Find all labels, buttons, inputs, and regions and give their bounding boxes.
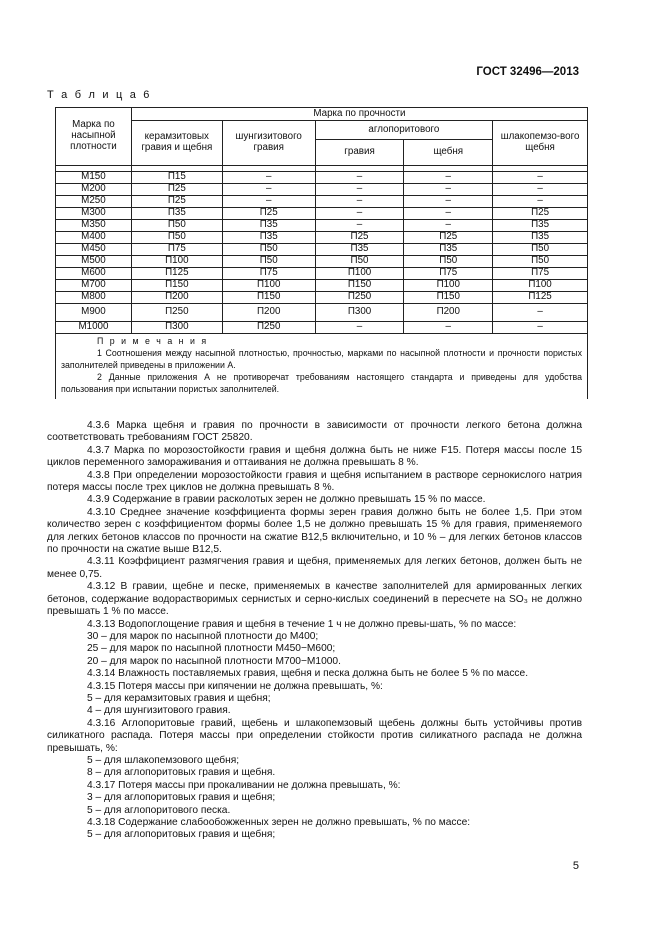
strength-grade-cell: П35 — [222, 232, 315, 244]
paragraph: 4.3.9 Содержание в гравии расколотых зерен не должно превышать 15 % по массе. — [87, 494, 486, 506]
strength-grade-cell: П35 — [315, 244, 404, 256]
strength-grade-cell: П200 — [404, 304, 493, 322]
strength-grade-cell: П150 — [315, 280, 404, 292]
strength-grade-cell: – — [315, 322, 404, 334]
strength-grade-cell: П15 — [131, 172, 222, 184]
paragraph: 4.3.18 Содержание слабообожженных зерен не должно превышать, % по массе: — [87, 817, 471, 828]
density-grade-cell: М800 — [56, 292, 132, 304]
table-caption: Т а б л и ц а 6 — [47, 89, 152, 101]
strength-grade-cell: П25 — [222, 208, 315, 220]
header-density: Марка по насыпной плотности — [56, 108, 132, 166]
document-header: ГОСТ 32496—2013 — [476, 66, 579, 78]
strength-grade-cell: – — [493, 172, 588, 184]
strength-grade-cell: П150 — [222, 292, 315, 304]
table-row — [56, 280, 588, 292]
paragraph: 4.3.11 Коэффициент размягчения гравия и щебня, применяемых для легких бетонов, должен быть не менее 0,75. — [47, 556, 582, 580]
note-item: 2 Данные приложения А не противоречат требованиям настоящего стандарта и приведены для удобства пользования при испытании пористых заполнителей. — [61, 371, 582, 394]
strength-grade-cell: – — [222, 184, 315, 196]
paragraph: 4.3.12 В гравии, щебне и песке, применяемых в качестве заполнителей для армированных легких бетонов, содержание водорастворимых сернистых и серно-кислых соединений в пересчете на SO₃ не должно превышать 1 % по массе. — [47, 581, 582, 618]
paragraph: 4.3.16 Аглопоритовые гравий, щебень и шлакопемзовый щебень должны быть устойчивы против силикатного распада. Потеря массы при определении стойкости против силикатного распада не должна превышать, %: — [47, 717, 582, 754]
density-grade-cell: М400 — [56, 232, 132, 244]
table-row — [56, 292, 588, 304]
paragraph: 8 – для аглопоритовых гравия и щебня. — [87, 767, 276, 779]
strength-grade-cell: П35 — [493, 220, 588, 232]
notes-title: П р и м е ч а н и я — [97, 336, 209, 346]
table-row — [56, 304, 588, 322]
strength-grade-cell: П25 — [131, 184, 222, 196]
strength-grade-cell: П35 — [493, 232, 588, 244]
strength-grade-cell: – — [404, 184, 493, 196]
table-row — [56, 184, 588, 196]
strength-grade-cell: П200 — [222, 304, 315, 322]
strength-grade-cell: П75 — [493, 268, 588, 280]
density-grade-cell: М250 — [56, 196, 132, 208]
strength-grade-cell: П100 — [131, 256, 222, 268]
density-grade-cell: М200 — [56, 184, 132, 196]
paragraph: 30 – для марок по насыпной плотности до М400; — [87, 630, 319, 642]
strength-grade-cell: П50 — [222, 256, 315, 268]
header-keramzit: керамзитовых гравия и щебня — [131, 121, 222, 166]
strength-grade-cell: – — [315, 220, 404, 232]
strength-grade-cell: П250 — [222, 322, 315, 334]
strength-grade-cell: П25 — [493, 208, 588, 220]
paragraph: 4.3.17 Потеря массы при прокаливании не должна превышать, %: — [87, 779, 401, 791]
table-row — [56, 322, 588, 334]
strength-grade-cell: П25 — [131, 196, 222, 208]
strength-grade-cell: – — [493, 322, 588, 334]
strength-grade-cell: П50 — [493, 256, 588, 268]
density-grade-cell: М500 — [56, 256, 132, 268]
header-strength: Марка по прочности — [131, 108, 587, 121]
strength-grade-cell: – — [315, 208, 404, 220]
strength-grade-cell: П25 — [404, 232, 493, 244]
strength-grade-cell: – — [493, 184, 588, 196]
strength-grade-cell: П100 — [315, 268, 404, 280]
strength-grade-cell: – — [404, 208, 493, 220]
strength-grade-cell: – — [404, 322, 493, 334]
strength-grade-cell: П100 — [493, 280, 588, 292]
strength-grade-cell: П200 — [131, 292, 222, 304]
strength-grade-cell: П150 — [404, 292, 493, 304]
strength-grade-cell: – — [315, 172, 404, 184]
header-shungizit: шунгизитового гравия — [222, 121, 315, 166]
paragraph: 4.3.6 Марка щебня и гравия по прочности в зависимости от прочности легкого бетона должна соответствовать требованиям ГОСТ 25820. — [47, 420, 582, 444]
strength-grade-cell: П50 — [222, 244, 315, 256]
strength-grade-cell: П125 — [493, 292, 588, 304]
strength-grade-cell: – — [222, 172, 315, 184]
header-shlak: шлакопемзо-вого щебня — [493, 121, 588, 166]
strength-grade-cell: П100 — [404, 280, 493, 292]
strength-grade-cell: – — [315, 184, 404, 196]
strength-grade-cell: П300 — [131, 322, 222, 334]
strength-grade-cell: П35 — [131, 208, 222, 220]
paragraph: 5 – для аглопоритового песка. — [87, 804, 231, 816]
strength-grade-cell: П50 — [131, 232, 222, 244]
strength-grade-cell: П75 — [131, 244, 222, 256]
table-row — [56, 232, 588, 244]
density-grade-cell: М900 — [56, 304, 132, 322]
table-row — [56, 256, 588, 268]
header-agloporit: аглопоритового — [315, 121, 492, 140]
table-row — [56, 208, 588, 220]
strength-grade-cell: П300 — [315, 304, 404, 322]
strength-grade-cell: П250 — [131, 304, 222, 322]
density-grade-cell: М150 — [56, 172, 132, 184]
strength-grade-cell: П50 — [493, 244, 588, 256]
note-item: 1 Соотношения между насыпной плотностью, прочностью, марками по насыпной плотности и прочности пористых заполнителей приведены в приложении А. — [61, 347, 582, 370]
density-grade-cell: М1000 — [56, 322, 132, 334]
strength-grade-cell: – — [222, 196, 315, 208]
table-row — [56, 172, 588, 184]
paragraph: 5 – для шлакопемзового щебня; — [87, 754, 240, 766]
density-grade-cell: М700 — [56, 280, 132, 292]
paragraph: 20 – для марок по насыпной плотности М700−М1000. — [87, 655, 341, 667]
strength-grade-cell: П100 — [222, 280, 315, 292]
paragraph: 4 – для шунгизитового гравия. — [87, 705, 231, 717]
strength-grade-cell: П50 — [404, 256, 493, 268]
density-grade-cell: М300 — [56, 208, 132, 220]
paragraph: 5 – для аглопоритовых гравия и щебня; — [87, 829, 276, 841]
strength-grade-cell: П50 — [131, 220, 222, 232]
strength-grade-cell: П35 — [222, 220, 315, 232]
strength-grade-cell: – — [404, 172, 493, 184]
strength-grade-cell: П75 — [222, 268, 315, 280]
strength-grade-cell: – — [404, 220, 493, 232]
paragraph: 25 – для марок по насыпной плотности М450−М600; — [87, 643, 336, 655]
strength-grade-cell: – — [493, 304, 588, 322]
paragraph: 4.3.7 Марка по морозостойкости гравия и щебня должна быть не ниже F15. Потеря массы после 15 циклов переменного замораживания и оттаивания не должна превышать 8 %. — [47, 444, 582, 469]
strength-grade-cell: – — [404, 196, 493, 208]
table-row — [56, 196, 588, 208]
strength-grade-cell: П75 — [404, 268, 493, 280]
strength-grade-cell: – — [315, 196, 404, 208]
strength-grade-cell: П125 — [131, 268, 222, 280]
paragraph: 3 – для аглопоритовых гравия и щебня; — [87, 792, 276, 804]
main-text — [47, 420, 582, 842]
page-number: 5 — [572, 860, 579, 872]
strength-grade-cell: П50 — [315, 256, 404, 268]
header-gravel: гравия — [315, 140, 404, 166]
strength-grade-cell: П35 — [404, 244, 493, 256]
paragraph: 5 – для керамзитовых гравия и щебня; — [87, 692, 271, 704]
paragraph: 4.3.8 При определении морозостойкости гравия и щебня испытанием в растворе сернокислого натрия потеря массы после трех циклов не должна превышать 8 %. — [47, 469, 582, 494]
paragraph: 4.3.10 Среднее значение коэффициента формы зерен гравия должно быть не более 1,5. При этом количество зерен с коэффициентом формы более 1,5 не должно превышать 15 % для гравия, применяемого для легких бетонов классов по прочности на сжатие B12,5 включительно, и 10 % – для легких бетонов классов по прочности на сжатие выше B12,5. — [47, 506, 582, 556]
density-grade-cell: М350 — [56, 220, 132, 232]
table-row — [56, 268, 588, 280]
table-row — [56, 220, 588, 232]
paragraph: 4.3.13 Водопоглощение гравия и щебня в течение 1 ч не должно превы-шать, % по массе: — [87, 618, 517, 630]
table-row — [56, 244, 588, 256]
table-notes — [56, 334, 588, 399]
strength-grade-cell: П25 — [315, 232, 404, 244]
paragraph: 4.3.15 Потеря массы при кипячении не должна превышать, %: — [87, 680, 383, 692]
table-6 — [55, 107, 588, 399]
density-grade-cell: М600 — [56, 268, 132, 280]
header-crushed: щебня — [404, 140, 493, 166]
paragraph: 4.3.14 Влажность поставляемых гравия, щебня и песка должна быть не более 5 % по массе. — [87, 668, 529, 680]
density-grade-cell: М450 — [56, 244, 132, 256]
strength-grade-cell: – — [493, 196, 588, 208]
strength-grade-cell: П150 — [131, 280, 222, 292]
strength-grade-cell: П250 — [315, 292, 404, 304]
